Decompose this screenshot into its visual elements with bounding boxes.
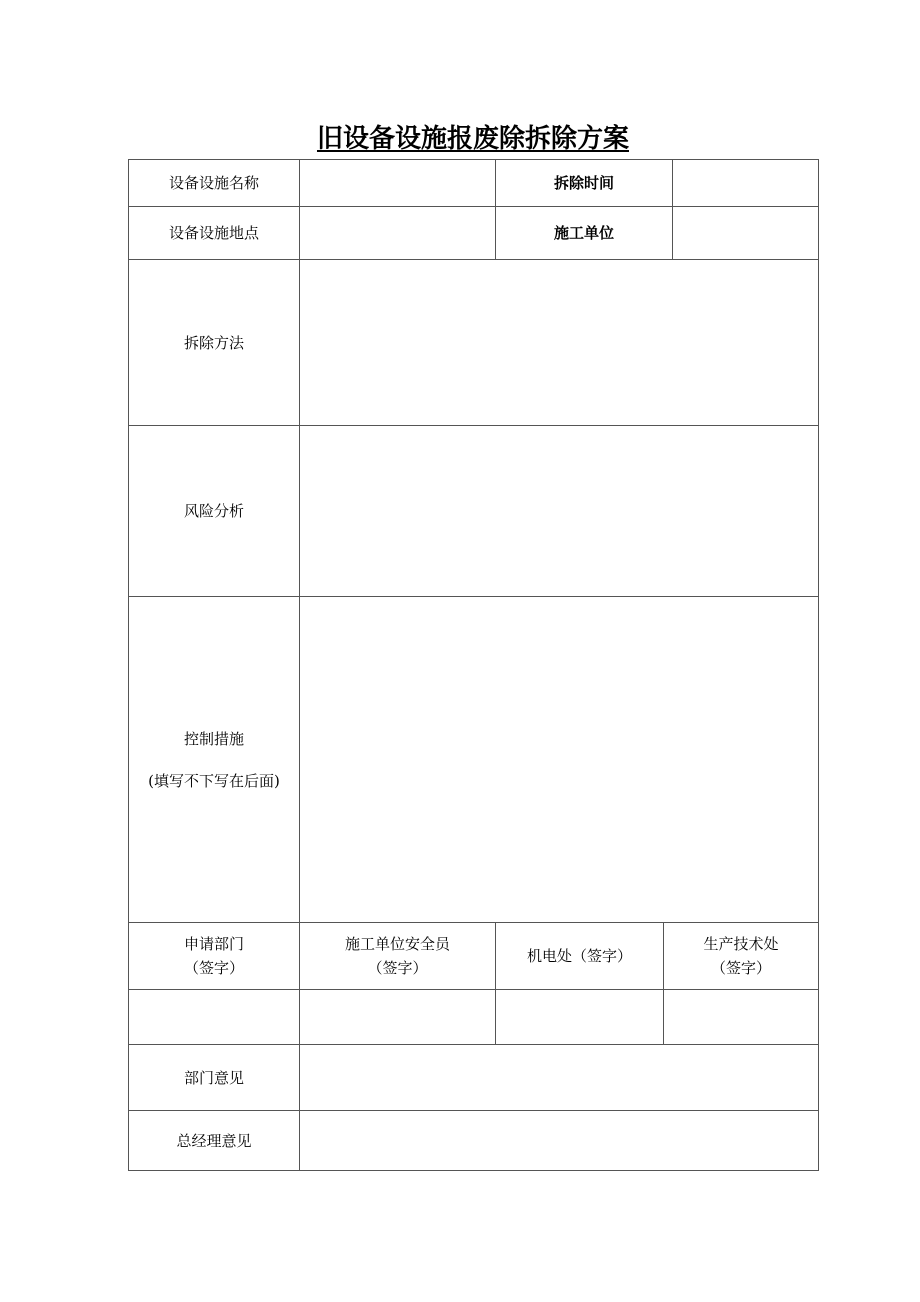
- row-risk-analysis: [129, 426, 819, 597]
- contractor-safety-officer-sign-note: （签字）: [367, 959, 428, 977]
- row-removal-method: [129, 260, 819, 426]
- applicant-dept-signature-field[interactable]: [129, 990, 300, 1045]
- contractor-safety-officer-header: [300, 923, 496, 990]
- production-tech-dept-header: [664, 923, 819, 990]
- applicant-dept-sign-note: （签字）: [183, 959, 244, 977]
- gm-opinion-field[interactable]: [300, 1111, 819, 1171]
- removal-method-label: 拆除方法: [129, 260, 300, 426]
- risk-analysis-field[interactable]: [300, 426, 819, 597]
- risk-analysis-label: 风险分析: [129, 426, 300, 597]
- control-measures-cell: [129, 597, 300, 923]
- row-signatures: [129, 990, 819, 1045]
- removal-time-field[interactable]: [673, 160, 819, 207]
- contractor-safety-officer-signature-field[interactable]: [300, 990, 496, 1045]
- removal-method-field[interactable]: [300, 260, 819, 426]
- contractor-field[interactable]: [673, 207, 819, 260]
- equipment-location-label: 设备设施地点: [129, 207, 300, 260]
- removal-plan-form: [128, 159, 819, 1171]
- control-measures-note: (填写不下写在后面): [148, 771, 280, 790]
- control-measures-label: 控制措施: [183, 729, 244, 748]
- applicant-dept-label: 申请部门: [183, 935, 244, 953]
- equipment-name-label: 设备设施名称: [129, 160, 300, 207]
- document-title: 旧设备设施报废除拆除方案: [316, 124, 629, 154]
- row-equipment-location: [129, 207, 819, 260]
- row-gm-opinion: [129, 1111, 819, 1171]
- gm-opinion-label: 总经理意见: [129, 1111, 300, 1171]
- dept-opinion-field[interactable]: [300, 1045, 819, 1111]
- contractor-label: 施工单位: [496, 207, 673, 260]
- row-control-measures: [129, 597, 819, 923]
- applicant-dept-header: [129, 923, 300, 990]
- row-dept-opinion: [129, 1045, 819, 1111]
- equipment-location-field[interactable]: [300, 207, 496, 260]
- production-tech-dept-sign-note: （签字）: [711, 959, 772, 977]
- control-measures-field[interactable]: [300, 597, 819, 923]
- contractor-safety-officer-label: 施工单位安全员: [344, 935, 450, 953]
- dept-opinion-label: 部门意见: [129, 1045, 300, 1111]
- equipment-name-field[interactable]: [300, 160, 496, 207]
- electromechanical-dept-label: 机电处（签字）: [496, 923, 664, 990]
- row-equipment-name: [129, 160, 819, 207]
- production-tech-dept-signature-field[interactable]: [664, 990, 819, 1045]
- production-tech-dept-label: 生产技术处: [703, 935, 779, 953]
- removal-time-label: 拆除时间: [496, 160, 673, 207]
- electromechanical-dept-signature-field[interactable]: [496, 990, 664, 1045]
- row-signature-headers: [129, 923, 819, 990]
